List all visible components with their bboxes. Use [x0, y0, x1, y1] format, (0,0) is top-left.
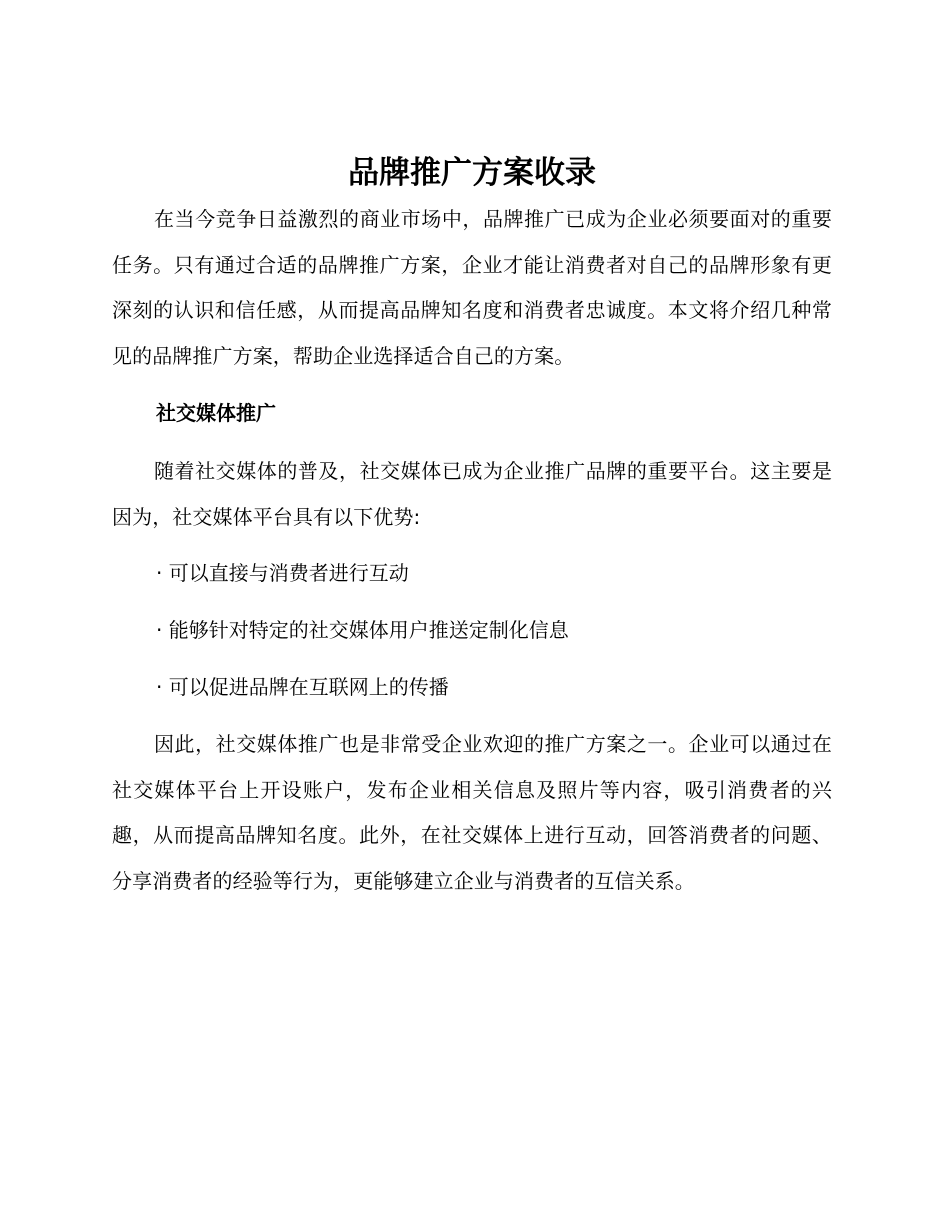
section-heading: 社交媒体推广 — [156, 401, 276, 425]
intro-paragraph: 在当今竞争日益激烈的商业市场中，品牌推广已成为企业必须要面对的重要任务。只有通过合适的品牌推广方案，企业才能让消费者对自己的品牌形象有更深刻的认识和信任感，从而提高品牌知名度和消费者忠诚度。本文将介绍几种常见的品牌推广方案，帮助企业选择适合自己的方案。 — [112, 207, 832, 368]
bullet-item: · 可以直接与消费者进行互动 — [156, 561, 409, 585]
bullet-item: · 可以促进品牌在互联网上的传播 — [156, 675, 449, 699]
bullet-item: · 能够针对特定的社交媒体用户推送定制化信息 — [156, 618, 569, 642]
conclusion-paragraph: 因此，社交媒体推广也是非常受企业欢迎的推广方案之一。企业可以通过在社交媒体平台上开设账户，发布企业相关信息及照片等内容，吸引消费者的兴趣，从而提高品牌知名度。此外，在社交媒体上进行互动，回答消费者的问题、分享消费者的经验等行为，更能够建立企业与消费者的互信关系。 — [112, 732, 832, 893]
document-title: 品牌推广方案收录 — [348, 155, 596, 191]
section-intro-paragraph: 随着社交媒体的普及，社交媒体已成为企业推广品牌的重要平台。这主要是因为，社交媒体平台具有以下优势: — [112, 459, 832, 529]
